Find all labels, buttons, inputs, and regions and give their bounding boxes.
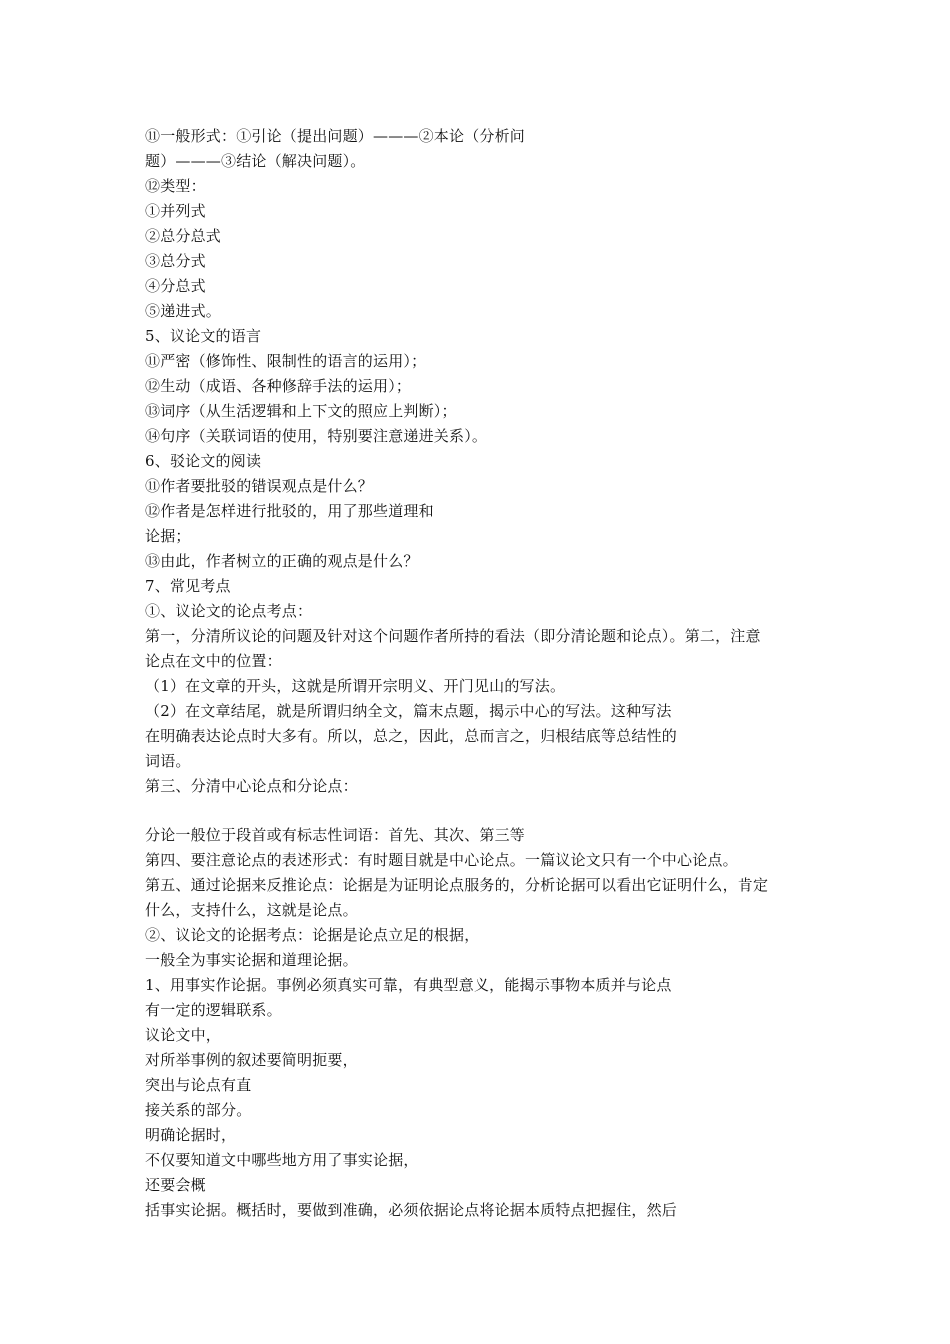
text-line: 括事实论据。概括时，要做到准确，必须依据论点将论据本质特点把握住，然后	[145, 1201, 678, 1219]
text-line: 突出与论点有直	[145, 1076, 252, 1094]
text-line: ⑪作者要批驳的错误观点是什么？	[145, 477, 374, 495]
text-line: 论据；	[145, 527, 191, 545]
text-line: 第一，分清所议论的问题及针对这个问题作者所持的看法（即分清论题和论点）。第二，注意	[145, 627, 761, 645]
text-line: ⑫作者是怎样进行批驳的，用了那些道理和	[145, 502, 434, 520]
text-line: 第四、要注意论点的表述形式：有时题目就是中心论点。一篇议论文只有一个中心论点。	[145, 851, 738, 869]
text-line: 有一定的逻辑联系。	[145, 1001, 282, 1019]
text-line: 对所举事例的叙述要简明扼要，	[145, 1051, 358, 1069]
section-heading: 7、常见考点	[145, 577, 231, 595]
text-line: 第三、分清中心论点和分论点：	[145, 777, 358, 795]
text-line: ⑬词序（从生活逻辑和上下文的照应上判断）；	[145, 402, 457, 420]
text-line: ⑤递进式。	[145, 302, 222, 320]
text-line: ①、议论文的论点考点：	[145, 602, 313, 620]
text-line: 1、用事实作论据。事例必须真实可靠，有典型意义，能揭示事物本质并与论点	[145, 976, 672, 994]
text-line: 什么，支持什么，这就是论点。	[145, 901, 358, 919]
text-line: 词语。	[145, 752, 191, 770]
text-line: ①并列式	[145, 202, 206, 220]
text-line: ⑭句序（关联词语的使用，特别要注意递进关系）。	[145, 427, 488, 445]
text-line: ②、议论文的论据考点：论据是论点立足的根据，	[145, 926, 480, 944]
text-line: ⑫生动（成语、各种修辞手法的运用）；	[145, 377, 412, 395]
text-line: 第五、通过论据来反推论点：论据是为证明论点服务的，分析论据可以看出它证明什么，肯定	[145, 876, 769, 894]
text-line: ⑪严密（修饰性、限制性的语言的运用）；	[145, 352, 427, 370]
section-heading: 6、驳论文的阅读	[145, 452, 262, 470]
text-line: 论点在文中的位置：	[145, 652, 282, 670]
text-line: 接关系的部分。	[145, 1101, 252, 1119]
text-line: 明确论据时，	[145, 1126, 237, 1144]
text-line: 不仅要知道文中哪些地方用了事实论据，	[145, 1151, 419, 1169]
text-line: 还要会概	[145, 1176, 206, 1194]
text-line: 议论文中，	[145, 1026, 222, 1044]
text-line: ⑪一般形式：①引论（提出问题）———②本论（分析问	[145, 127, 526, 145]
text-line: （1）在文章的开头，这就是所谓开宗明义、开门见山的写法。	[145, 677, 566, 695]
text-line: 分论一般位于段首或有标志性词语：首先、其次、第三等	[145, 826, 526, 844]
text-line: ②总分总式	[145, 227, 222, 245]
text-line: ⑫类型：	[145, 177, 206, 195]
text-line: 一般全为事实论据和道理论据。	[145, 951, 358, 969]
text-line: ④分总式	[145, 277, 206, 295]
text-line: 在明确表达论点时大多有。所以，总之，因此，总而言之，归根结底等总结性的	[145, 727, 678, 745]
text-line: 题）———③结论（解决问题）。	[145, 152, 366, 170]
text-line: ③总分式	[145, 252, 206, 270]
section-heading: 5、议论文的语言	[145, 327, 262, 345]
text-line: ⑬由此，作者树立的正确的观点是什么？	[145, 552, 419, 570]
text-line: （2）在文章结尾，就是所谓归纳全文，篇末点题，揭示中心的写法。这种写法	[145, 702, 672, 720]
